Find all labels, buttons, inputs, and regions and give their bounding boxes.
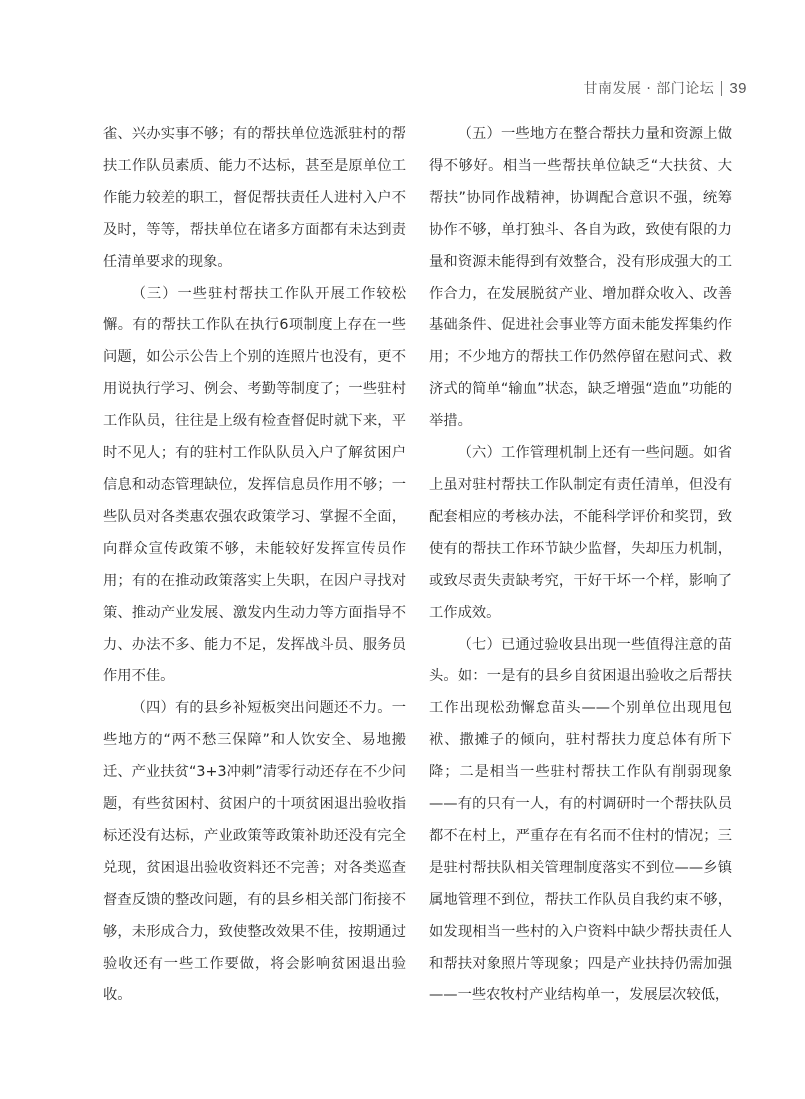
paragraph-section-7: （七）已通过验收县出现一些值得注意的苗头。如：一是有的县乡自贫困退出验收之后帮扶工作出现松劲懈怠苗头——个别单位出现甩包袱、撒摊子的倾向，驻村帮扶力度总体有所下降；二是相当一些驻村帮扶工作队有削弱现象——有的只有一人，有的村调研时一个帮扶队员都不在村上，严重存在有名而不住村的情况；三是驻村帮扶队相关管理制度落实不到位——乡镇属地管理不到位，帮扶工作队员自我约束不够，如发现相当一些村的入户资料中缺少帮扶责任人和帮扶对象照片等现象；四是产业扶持仍需加强——一些农牧村产业结构单一，发展层次较低，	[429, 636, 732, 1004]
page-number: 39	[729, 79, 747, 97]
right-column	[429, 119, 732, 1012]
left-column	[103, 119, 406, 1012]
header-divider	[721, 81, 722, 96]
section-title: 甘南发展 · 部门论坛	[583, 81, 715, 97]
paragraph-section-5: （五）一些地方在整合帮扶力量和资源上做得不够好。相当一些帮扶单位缺乏“大扶贫、大帮扶”协同作战精神，协调配合意识不强，统筹协作不够，单打独斗、各自为政，致使有限的力量和资源未能得到有效整合，没有形成强大的工作合力，在发展脱贫产业、增加群众收入、改善基础条件、促进社会事业等方面未能发挥集约作用；不少地方的帮扶工作仍然停留在慰问式、救济式的简单“输血”状态，缺乏增强“造血”功能的举措。	[429, 126, 732, 430]
paragraph-section-4: （四）有的县乡补短板突出问题还不力。一些地方的“两不愁三保障”和人饮安全、易地搬迁、产业扶贫“3+3冲刺”清零行动还存在不少问题，有些贫困村、贫困户的十项贫困退出验收指标还没有达标，产业政策等政策补助还没有完全兑现，贫困退出验收资料还不完善；对各类巡查督查反馈的整改问题，有的县乡相关部门衔接不够，未形成合力，致使整改效果不佳，按期通过验收还有一些工作要做，将会影响贫困退出验收。	[103, 700, 406, 1004]
running-header	[583, 78, 747, 98]
paragraph-section-6: （六）工作管理机制上还有一些问题。如省上虽对驻村帮扶工作队制定有责任清单，但没有配套相应的考核办法，不能科学评价和奖罚，致使有的帮扶工作环节缺少监督，失却压力机制，或致尽责失责缺考究，干好干坏一个样，影响了工作成效。	[429, 445, 732, 621]
paragraph-continuation: 雀、兴办实事不够；有的帮扶单位选派驻村的帮扶工作队员素质、能力不达标，甚至是原单位工作能力较差的职工，督促帮扶责任人进村入户不及时，等等，帮扶单位在诸多方面都有未达到责任清单要求的现象。	[103, 126, 406, 270]
paragraph-section-3: （三）一些驻村帮扶工作队开展工作较松懈。有的帮扶工作队在执行6项制度上存在一些问题，如公示公告上个别的连照片也没有，更不用说执行学习、例会、考勤等制度了；一些驻村工作队员，往往是上级有检查督促时就下来，平时不见人；有的驻村工作队队员入户了解贫困户信息和动态管理缺位，发挥信息员作用不够；一些队员对各类惠农强农政策学习、掌握不全面，向群众宣传政策不够，未能较好发挥宣传员作用；有的在推动政策落实上失职，在因户寻找对策、推动产业发展、激发内生动力等方面指导不力、办法不多、能力不足，发挥战斗员、服务员作用不佳。	[103, 285, 406, 685]
